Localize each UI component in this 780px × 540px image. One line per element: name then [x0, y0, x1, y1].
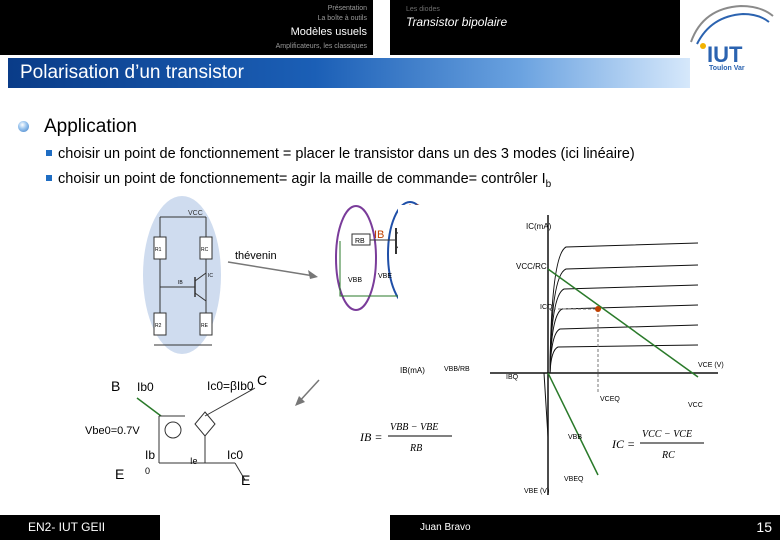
nav-link-diodes[interactable]: Les diodes — [406, 6, 440, 13]
vceq-label: VCEQ — [600, 396, 620, 403]
rb-label: RB — [355, 238, 365, 245]
eq-ib-den: RB — [410, 443, 423, 454]
re-label: RE — [201, 323, 208, 329]
vcc-rc-label: VCC/RC — [516, 262, 547, 271]
nav-current-section[interactable]: Modèles usuels — [290, 26, 367, 38]
node-e-right-label: E — [241, 472, 251, 488]
ie-label: Ie — [190, 456, 198, 466]
bias-circuit-figure — [140, 195, 225, 355]
footer-right — [715, 515, 780, 540]
rc-label: RC — [201, 247, 209, 253]
footer-author: Juan Bravo — [420, 522, 471, 533]
ib0-label: Ib0 — [137, 380, 154, 394]
vbeq-label: VBEQ — [564, 476, 584, 483]
node-b-label: B — [111, 378, 121, 394]
sub-bullet-2-subscript: b — [545, 178, 552, 190]
bullet-label: Application — [44, 116, 137, 137]
square-bullet-icon — [46, 175, 52, 181]
ic0-equation-label: Ic0=βIb0 — [207, 379, 254, 393]
vbb-label: VBB — [348, 277, 363, 284]
page-number: 15 — [756, 519, 772, 535]
nav-link-presentation[interactable]: Présentation — [327, 5, 367, 12]
square-bullet-icon — [46, 150, 52, 156]
ic-label: IC — [208, 273, 213, 279]
vcc-label: VCC — [688, 402, 703, 409]
nav-subsection[interactable]: Amplificateurs, les classiques — [275, 43, 367, 50]
vbb-rb-label: VBB/RB — [444, 366, 470, 373]
sub-bullet-2-text: choisir un point de fonctionnement= agir la maille de commande= contrôler I — [58, 171, 546, 187]
header-nav-panel — [0, 0, 373, 55]
eq-ic-num: VCC − VCE — [642, 429, 693, 440]
footer-center — [390, 515, 715, 540]
sub-bullet-1-text: choisir un point de fonctionnement = placer le transistor dans un des 3 modes (ici linéaire) — [58, 146, 635, 162]
nav-link-toolbox[interactable]: La boîte à outils — [317, 15, 367, 22]
ic-label: Ic0 — [227, 448, 244, 462]
ic-equation — [610, 420, 706, 468]
thevenin-arrow-icon — [226, 258, 321, 284]
logo-text: IUT — [707, 42, 743, 67]
footer-left — [0, 515, 160, 540]
ib-label: IB — [374, 229, 385, 241]
bullet-dot-icon — [18, 121, 29, 132]
sub-bullet-1 — [58, 146, 635, 162]
r1-label: R1 — [155, 247, 162, 253]
zero-label: 0 — [145, 466, 151, 476]
eq-ic-den: RC — [662, 450, 675, 461]
thevenin-label: thévenin — [235, 250, 277, 262]
node-e-left-label: E — [115, 466, 125, 482]
iut-logo — [683, 2, 778, 72]
sub-bullet-2 — [58, 171, 551, 190]
eq-ib-lhs: IB = — [360, 430, 383, 444]
r2-label: R2 — [155, 323, 162, 329]
ibq-label: IBQ — [506, 374, 519, 381]
ic-axis-label: IC(mA) — [526, 222, 552, 231]
ib-label: Ib — [145, 448, 156, 462]
ib-label: IB — [178, 280, 183, 286]
vbe0-label: Vbe0=0.7V — [85, 425, 140, 437]
vbe-label: VBE — [378, 273, 393, 280]
node-c-label: C — [257, 372, 268, 388]
vce-axis-label: VCE (V) — [698, 362, 724, 369]
logo-subtext: Toulon Var — [709, 65, 745, 72]
vbb-label: VBB — [568, 434, 583, 441]
header-topic-panel — [390, 0, 680, 55]
transistor-model-figure — [85, 368, 375, 498]
eq-ib-num: VBB − VBE — [390, 422, 439, 433]
title-bar — [8, 58, 690, 88]
ib-axis-label: IB(mA) — [400, 366, 425, 375]
footer-course: EN2- IUT GEII — [28, 520, 106, 534]
topic-title: Transistor bipolaire — [406, 15, 508, 29]
eq-ic-lhs: IC = — [612, 437, 636, 451]
vcc-label: VCC — [188, 210, 203, 217]
slide-title: Polarisation d’un transistor — [20, 62, 244, 83]
icq-label: ICQ — [540, 304, 553, 311]
vbe-axis-label: VBE (V) — [524, 488, 550, 495]
